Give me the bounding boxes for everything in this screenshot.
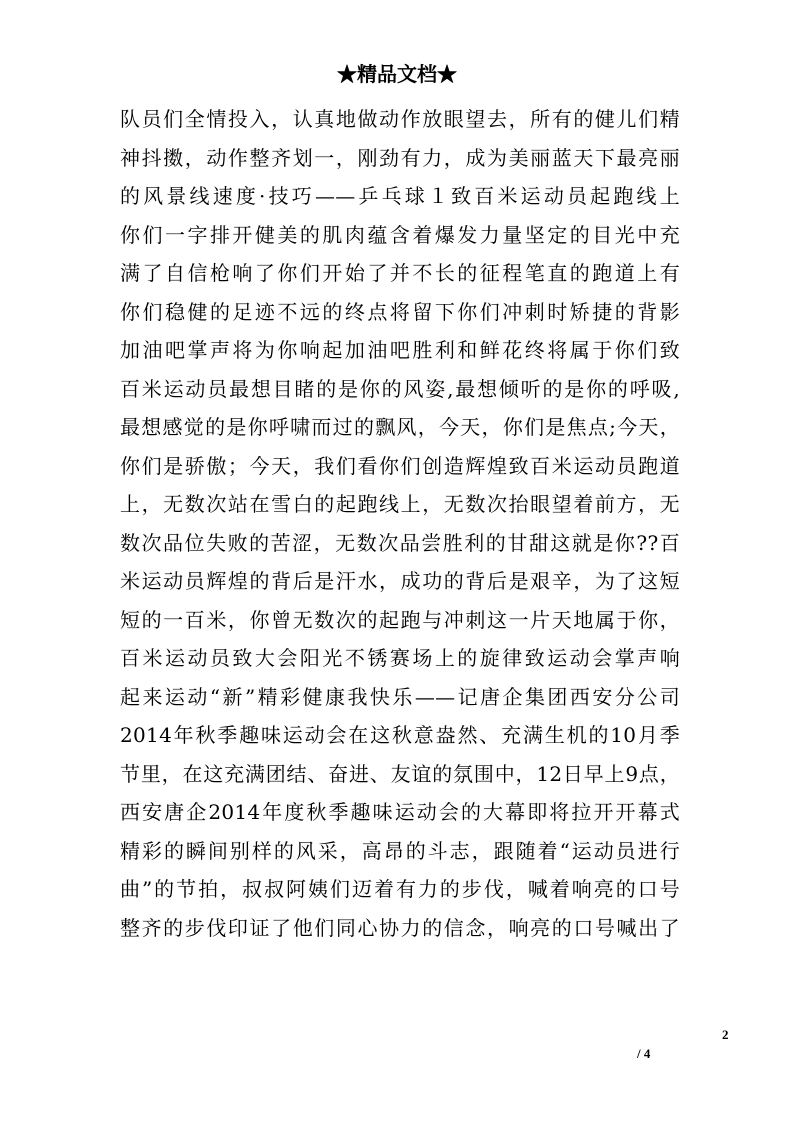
body-line: 百米运动员最想目睹的是你的风姿,最想倾听的是你的呼吸,	[120, 376, 680, 401]
document-header-title: ★精品文档★	[337, 62, 457, 86]
body-line: 你们稳健的足迹不远的终点将留下你们冲刺时矫捷的背影	[120, 299, 680, 324]
body-line: 队员们全情投入，认真地做动作放眼望去，所有的健儿们精	[120, 107, 680, 131]
body-line: 上，无数次站在雪白的起跑线上，无数次抬眼望着前方，无	[120, 492, 680, 516]
body-line: 精彩的瞬间别样的风采，高昂的斗志，跟随着“运动员进行	[120, 838, 680, 863]
body-line: 短的一百米，你曾无数次的起跑与冲刺这一片天地属于你，	[120, 607, 680, 632]
body-line: 节里，在这充满团结、奋进、友谊的氛围中，12日早上9点，	[120, 761, 680, 786]
page-number: 2	[722, 1027, 729, 1042]
body-line: 加油吧掌声将为你响起加油吧胜利和鲜花终将属于你们致	[120, 338, 680, 362]
body-line: 2014年秋季趣味运动会在这秋意盎然、充满生机的10月季	[120, 723, 680, 747]
body-line: 曲”的节拍，叔叔阿姨们迈着有力的步伐，喊着响亮的口号	[120, 877, 680, 901]
body-line: 米运动员辉煌的背后是汗水，成功的背后是艰辛，为了这短	[120, 569, 680, 593]
body-line: 你们一字排开健美的肌肉蕴含着爆发力量坚定的目光中充	[120, 222, 680, 247]
body-line: 数次品位失败的苦涩，无数次品尝胜利的甘甜这就是你??百	[120, 530, 680, 555]
body-line: 西安唐企2014年度秋季趣味运动会的大幕即将拉开开幕式	[120, 800, 680, 824]
body-line: 你们是骄傲；今天，我们看你们创造辉煌致百米运动员跑道	[120, 453, 680, 478]
document-body	[120, 100, 680, 947]
body-line: 的风景线速度·技巧——乒乓球１致百米运动员起跑线上	[120, 184, 680, 208]
page-total: / 4	[637, 1046, 651, 1061]
body-line: 满了自信枪响了你们开始了并不长的征程笔直的跑道上有	[120, 261, 680, 285]
body-line: 神抖擞，动作整齐划一，刚劲有力，成为美丽蓝天下最亮丽	[120, 145, 680, 170]
body-line: 百米运动员致大会阳光不锈赛场上的旋律致运动会掌声响	[120, 646, 680, 670]
body-line: 起来运动“新”精彩健康我快乐——记唐企集团西安分公司	[120, 684, 680, 709]
body-line: 最想感觉的是你呼啸而过的飘风，今天，你们是焦点;今天，	[120, 415, 680, 439]
body-line: 整齐的步伐印证了他们同心协力的信念，响亮的口号喊出了	[120, 915, 680, 940]
